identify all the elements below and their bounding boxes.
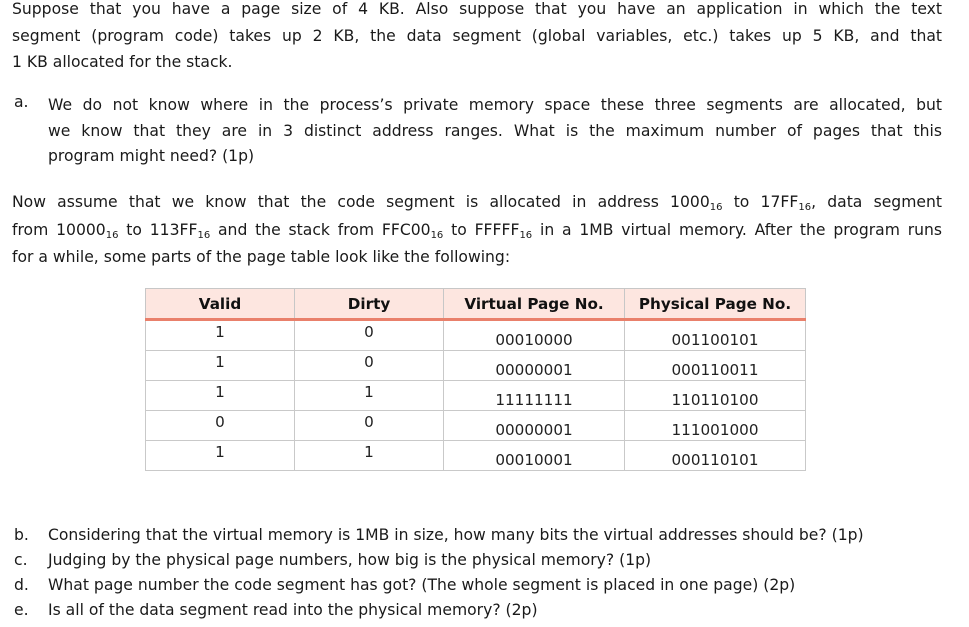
header-physical-page-no: Physical Page No.: [625, 289, 806, 320]
cell-virtual-page: 00000001: [444, 411, 625, 441]
question-b-text: Considering that the virtual memory is 1MB in size, how many bits the virtual addresses should be? (1p): [48, 526, 864, 544]
question-d-text: What page number the code segment has got? (The whole segment is placed in one page) (2p): [48, 576, 796, 594]
question-a-label: a.: [14, 93, 29, 111]
question-e-text: Is all of the data segment read into the physical memory? (2p): [48, 601, 538, 619]
question-c-text: Judging by the physical page numbers, how big is the physical memory? (1p): [48, 551, 652, 569]
cell-valid: 1: [146, 320, 295, 351]
cell-valid: 1: [146, 441, 295, 471]
cell-dirty: 0: [295, 411, 444, 441]
cell-physical-page: 000110011: [625, 351, 806, 381]
question-c-label: c.: [14, 551, 28, 569]
header-valid: Valid: [146, 289, 295, 320]
table-row: [146, 441, 806, 471]
cell-virtual-page: 00000001: [444, 351, 625, 381]
assumption-line-1: Now assume that we know that the code segment is allocated in address $1000_{16}$ to $17FF_{16}$, data segment: [12, 193, 942, 213]
cell-virtual-page: 00010000: [444, 320, 625, 351]
table-row: [146, 411, 806, 441]
cell-virtual-page: 00010001: [444, 441, 625, 471]
page-table-header-row: [146, 289, 806, 320]
header-dirty: Dirty: [295, 289, 444, 320]
table-row: [146, 320, 806, 351]
question-a-line-3: program might need? (1p): [48, 147, 255, 165]
header-virtual-page-no: Virtual Page No.: [444, 289, 625, 320]
intro-line-2: segment (program code) takes up 2 KB, the data segment (global variables, etc.) takes up 5 KB, and that: [12, 26, 942, 45]
cell-virtual-page: 11111111: [444, 381, 625, 411]
assumption-paragraph: [12, 189, 942, 272]
cell-valid: 1: [146, 351, 295, 381]
cell-physical-page: 110110100: [625, 381, 806, 411]
cell-dirty: 1: [295, 441, 444, 471]
cell-valid: 0: [146, 411, 295, 441]
table-row: [146, 381, 806, 411]
cell-physical-page: 001100101: [625, 320, 806, 351]
cell-dirty: 1: [295, 381, 444, 411]
cell-physical-page: 111001000: [625, 411, 806, 441]
intro-line-1: Suppose that you have a page size of 4 KB. Also suppose that you have an application in which the text: [12, 0, 942, 18]
table-row: [146, 351, 806, 381]
question-b-label: b.: [14, 526, 29, 544]
assumption-line-3: for a while, some parts of the page table look like the following:: [12, 248, 511, 266]
cell-physical-page: 000110101: [625, 441, 806, 471]
question-e-label: e.: [14, 601, 29, 619]
page-table: [145, 288, 806, 471]
assumption-line-2: from $10000_{16}$ to $113FF_{16}$ and the stack from $FFC00_{16}$ to $FFFFF_{16}$ in a 1MB virtual memory. After the program runs: [12, 220, 943, 241]
question-d-label: d.: [14, 576, 29, 594]
question-a-text: [48, 93, 942, 170]
question-a-line-1: We do not know where in the process’s private memory space these three segments are allocated, but: [48, 96, 942, 114]
question-a-line-2: we know that they are in 3 distinct address ranges. What is the maximum number of pages that this: [48, 121, 942, 140]
intro-paragraph: [12, 0, 942, 76]
cell-valid: 1: [146, 381, 295, 411]
cell-dirty: 0: [295, 320, 444, 351]
intro-line-3: 1 KB allocated for the stack.: [12, 53, 233, 71]
cell-dirty: 0: [295, 351, 444, 381]
